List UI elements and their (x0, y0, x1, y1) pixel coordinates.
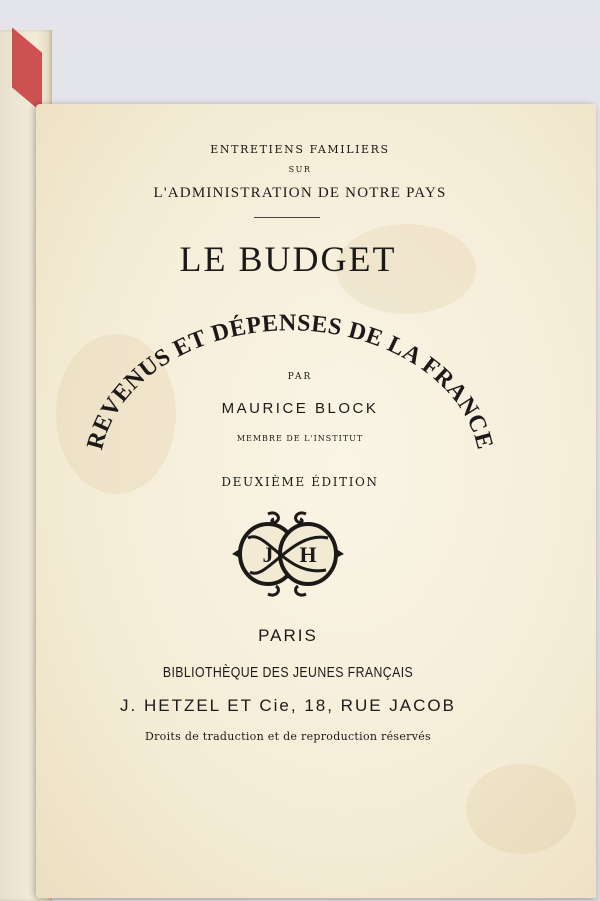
publisher-line: J. HETZEL ET Cie, 18, RUE JACOB (120, 696, 456, 715)
series-line-3: L'ADMINISTRATION DE NOTRE PAYS (153, 185, 447, 201)
by-label: PAR (287, 372, 313, 382)
publisher-monogram-icon (226, 508, 350, 600)
city-label: PARIS (258, 626, 318, 645)
author-title: MEMBRE DE L'INSTITUT (236, 434, 364, 443)
series-line-1: ENTRETIENS FAMILIERS (210, 143, 390, 156)
monogram-letter-j: J (262, 542, 274, 567)
author-name: MAURICE BLOCK (221, 400, 379, 417)
divider-rule (254, 217, 320, 218)
monogram-letter-h: H (299, 542, 317, 567)
edition-label: DEUXIÈME ÉDITION (221, 475, 379, 489)
imprint-line: BIBLIOTHÈQUE DES JEUNES FRANÇAIS (162, 664, 414, 681)
rights-notice: Droits de traduction et de reproduction réservés (144, 730, 432, 743)
title-page (36, 104, 596, 898)
subtitle-text: REVENUS ET DÉPENSES DE LA FRANCE (82, 310, 498, 453)
series-line-2: SUR (288, 165, 312, 174)
book-title: LE BUDGET (179, 239, 397, 279)
